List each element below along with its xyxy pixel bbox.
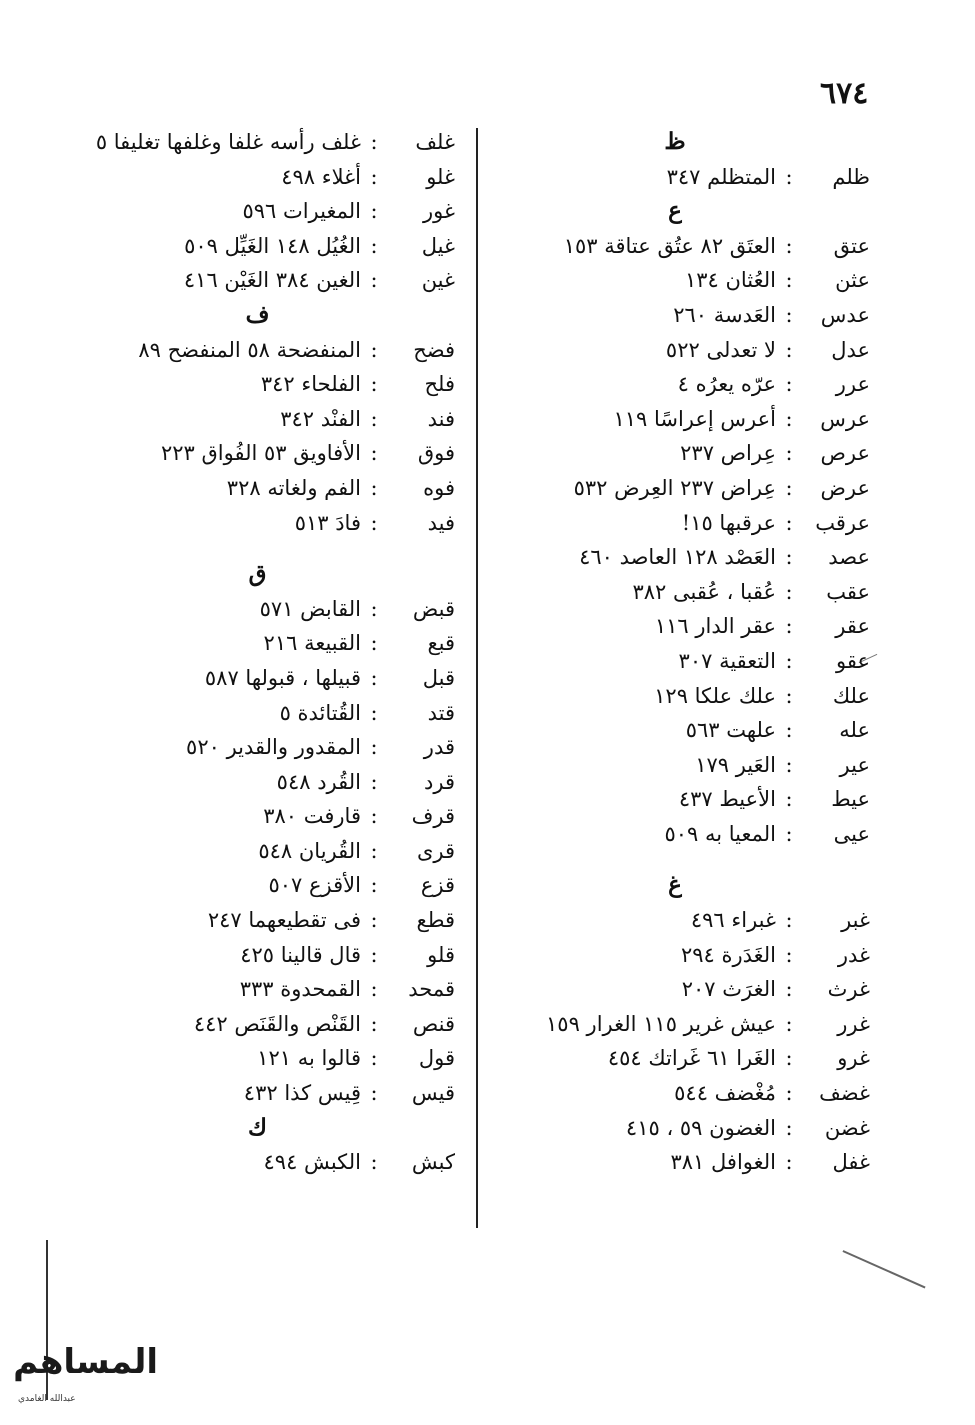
entry-root: قيس	[411, 1081, 455, 1106]
index-entry	[480, 506, 870, 541]
entry-text: القبيعة ٢١٦	[263, 631, 361, 656]
index-entry	[60, 661, 455, 696]
index-entry	[60, 730, 455, 765]
index-entry	[480, 298, 870, 333]
letter-heading: ظ	[664, 128, 686, 155]
entry-root: غيل	[421, 233, 455, 258]
entry-separator: :	[785, 1011, 793, 1036]
letter-heading: ع	[668, 197, 682, 225]
index-entry	[480, 1111, 870, 1146]
entry-text: غلف رأسه غلفا وغلفها تغليفا ٥	[95, 130, 361, 154]
index-entry	[480, 540, 870, 575]
entry-root: غفل	[832, 1150, 870, 1175]
entry-root: قلو	[427, 942, 455, 967]
entry-text: لا تعدلى ٥٢٢	[665, 337, 776, 362]
entry-root: غدر	[837, 942, 870, 967]
entry-root: فيد	[427, 510, 455, 535]
index-entry	[480, 160, 870, 195]
entry-text: المنفضحة ٥٨ المنفضح ٨٩	[138, 337, 361, 362]
entry-root: قنص	[412, 1011, 455, 1036]
index-entry	[480, 748, 870, 783]
entry-separator: :	[370, 1081, 378, 1106]
entry-text: غبراء ٤٩٦	[690, 908, 776, 933]
entry-text: عرقبها ١٥!	[681, 510, 776, 535]
entry-separator: :	[785, 545, 793, 570]
entry-separator: :	[785, 683, 793, 708]
entry-text: العَير ١٧٩	[695, 752, 776, 777]
index-entry	[480, 817, 870, 852]
index-entry	[480, 263, 870, 298]
entry-text: المغيرات ٥٩٦	[242, 199, 361, 224]
entry-separator: :	[370, 735, 378, 760]
entry-root: غرو	[837, 1046, 870, 1071]
entry-text: قال قالينا ٤٢٥	[240, 942, 361, 967]
entry-separator: :	[785, 337, 793, 362]
entry-text: أعرس إعراسًا ١١٩	[613, 406, 776, 431]
entry-root: قدر	[423, 735, 455, 760]
entry-separator: :	[785, 406, 793, 431]
entry-root: عير	[839, 752, 870, 777]
index-entry	[480, 903, 870, 938]
entry-separator: :	[785, 579, 793, 604]
index-entry	[60, 1145, 455, 1180]
entry-separator: :	[785, 1081, 793, 1106]
index-entry	[60, 972, 455, 1007]
entry-root: قزع	[420, 873, 455, 898]
index-entry	[480, 938, 870, 973]
entry-separator: :	[785, 475, 793, 500]
entry-separator: :	[370, 164, 378, 189]
entry-separator: :	[785, 1115, 793, 1140]
index-entry	[60, 1076, 455, 1111]
entry-text: علهت ٥٦٣	[685, 718, 776, 743]
entry-text: الأقزع ٥٠٧	[268, 873, 361, 898]
entry-text: الأعيط ٤٣٧	[678, 787, 776, 812]
index-entry	[60, 506, 455, 541]
entry-separator: :	[370, 268, 378, 293]
scan-mark	[843, 1250, 926, 1288]
index-column-right	[480, 125, 870, 1180]
entry-root: فوق	[417, 441, 455, 466]
entry-text: عرّه يعرُه ٤	[677, 372, 776, 397]
index-entry	[60, 436, 455, 471]
index-entry	[480, 972, 870, 1007]
index-entry	[480, 471, 870, 506]
index-entry	[480, 1145, 870, 1180]
entry-separator: :	[370, 1046, 378, 1071]
entry-separator: :	[370, 233, 378, 258]
entry-root: قرد	[424, 769, 455, 794]
entry-text: فى تقطيعهما ٢٤٧	[207, 908, 361, 933]
entry-text: الغوافل ٣٨١	[670, 1150, 776, 1175]
entry-text: الغُيُل ١٤٨ الغَيِّل ٥٠٩	[184, 233, 361, 258]
entry-separator: :	[785, 648, 793, 673]
entry-root: عرض	[820, 475, 870, 500]
entry-text: القابض ٥٧١	[259, 596, 361, 621]
entry-root: غور	[423, 199, 455, 224]
stamp-sub-text: عبدالله الغامدي	[18, 1394, 76, 1404]
entry-separator: :	[785, 718, 793, 743]
entry-text: القُرد ٥٤٨	[276, 769, 361, 794]
entry-root: عقب	[826, 579, 870, 604]
index-entry	[480, 1076, 870, 1111]
entry-root: عرص	[820, 441, 870, 466]
index-entry	[60, 1041, 455, 1076]
index-entry	[60, 367, 455, 402]
entry-separator: :	[785, 268, 793, 293]
index-entry	[60, 1007, 455, 1042]
entry-text: القُريان ٥٤٨	[258, 838, 361, 863]
entry-separator: :	[785, 752, 793, 777]
index-entry	[480, 609, 870, 644]
entry-root: فند	[427, 406, 455, 431]
entry-root: فضح	[413, 337, 455, 362]
column-divider	[476, 128, 478, 1228]
entry-root: عيط	[831, 787, 870, 812]
index-entry	[60, 125, 455, 160]
entry-root: قبل	[422, 665, 455, 690]
entry-text: عقر الدار ١١٦	[654, 614, 776, 639]
entry-text: الأفاويق ٥٣ الفُواق ٢٢٣	[160, 441, 361, 466]
entry-separator: :	[785, 787, 793, 812]
entry-text: القمحدوة ٣٣٣	[239, 977, 361, 1002]
index-entry	[60, 471, 455, 506]
index-entry	[480, 229, 870, 264]
index-entry	[480, 713, 870, 748]
entry-separator: :	[370, 631, 378, 656]
entry-root: عرقب	[815, 510, 870, 535]
entry-text: عُقبا ، عُقبى ٣٨٢	[632, 579, 776, 604]
entry-separator: :	[785, 821, 793, 846]
entry-text: الغَرا ٦١ غَراتك ٤٥٤	[607, 1046, 776, 1071]
index-entry	[480, 1041, 870, 1076]
entry-separator: :	[785, 372, 793, 397]
entry-root: قتد	[427, 700, 455, 725]
entry-separator: :	[785, 1150, 793, 1175]
page-number: ٦٧٤	[820, 76, 869, 111]
letter-heading: غ	[668, 871, 682, 899]
entry-text: الفم ولغاته ٣٢٨	[226, 475, 361, 500]
entry-text: التعقية ٣٠٧	[678, 648, 776, 673]
entry-text: القَنْص والقَنَص ٤٤٢	[193, 1011, 361, 1036]
entry-text: العتَق ٨٢ عتُق عتاقة ١٥٣	[563, 233, 776, 258]
section-gap	[480, 851, 870, 868]
entry-root: غبر	[841, 908, 870, 933]
index-entry	[60, 160, 455, 195]
index-entry	[60, 263, 455, 298]
index-entry	[60, 834, 455, 869]
entry-separator: :	[785, 510, 793, 535]
entry-separator: :	[370, 406, 378, 431]
entry-root: عدل	[831, 337, 870, 362]
entry-root: غضن	[824, 1115, 870, 1140]
entry-root: علك	[832, 683, 870, 708]
entry-text: المتظلم ٣٤٧	[666, 164, 776, 189]
index-entry	[60, 799, 455, 834]
entry-text: الكبش ٤٩٤	[263, 1150, 361, 1175]
entry-separator: :	[370, 769, 378, 794]
entry-root: عثن	[835, 268, 870, 293]
entry-separator: :	[370, 942, 378, 967]
index-entry	[480, 333, 870, 368]
index-entry	[60, 194, 455, 229]
entry-root: قبع	[427, 631, 455, 656]
entry-root: عيى	[833, 821, 870, 846]
entry-root: غلو	[426, 164, 455, 189]
entry-separator: :	[370, 1150, 378, 1175]
entry-root: عتق	[833, 233, 870, 258]
entry-text: العَصْد ١٢٨ العاصد ٤٦٠	[579, 545, 776, 570]
entry-text: الفنْد ٣٤٢	[280, 406, 361, 431]
entry-separator: :	[370, 199, 378, 224]
entry-separator: :	[370, 475, 378, 500]
index-entry	[480, 575, 870, 610]
entry-separator: :	[785, 233, 793, 258]
entry-separator: :	[785, 908, 793, 933]
entry-text: المعيا به ٥٠٩	[664, 821, 776, 846]
entry-text: قبيلها ، قبولها ٥٨٧	[204, 665, 361, 690]
entry-root: عله	[839, 718, 870, 743]
index-entry	[480, 402, 870, 437]
entry-text: فادَ ٥١٣	[294, 510, 361, 535]
index-column-left	[60, 125, 455, 1180]
entry-text: قارفت ٣٨٠	[263, 804, 361, 829]
entry-text: علك علكا ١٢٩	[654, 683, 776, 708]
index-entry	[60, 592, 455, 627]
letter-heading: ك	[248, 1113, 267, 1141]
index-entry	[60, 903, 455, 938]
entry-separator: :	[785, 942, 793, 967]
entry-separator: :	[370, 510, 378, 535]
entry-separator: :	[785, 1046, 793, 1071]
entry-separator: :	[370, 130, 378, 154]
index-entry	[480, 644, 870, 679]
entry-root: عقر	[835, 614, 870, 639]
entry-text: أغلاء ٤٩٨	[281, 164, 361, 189]
entry-text: عِراص ٢٣٧	[680, 441, 776, 466]
index-entry	[60, 696, 455, 731]
section-gap	[60, 540, 455, 557]
entry-text: مُغْضف ٥٤٤	[674, 1081, 776, 1106]
entry-text: عِراض ٢٣٧ العِرض ٥٣٢	[573, 475, 776, 500]
entry-separator: :	[370, 665, 378, 690]
entry-root: كبش	[411, 1150, 455, 1175]
entry-root: غين	[421, 268, 455, 293]
stamp-main-text: المساهم	[13, 1342, 158, 1382]
entry-root: قرى	[416, 838, 455, 863]
entry-root: عصد	[828, 545, 870, 570]
entry-separator: :	[370, 977, 378, 1002]
entry-text: قِيس كذا ٤٣٢	[243, 1081, 361, 1106]
entry-text: الغين ٣٨٤ الغَيْن ٤١٦	[183, 268, 361, 293]
index-entry	[480, 782, 870, 817]
entry-separator: :	[370, 838, 378, 863]
entry-root: قطع	[416, 908, 455, 933]
entry-separator: :	[785, 977, 793, 1002]
entry-separator: :	[785, 441, 793, 466]
index-entry	[60, 868, 455, 903]
entry-root: عدس	[820, 302, 870, 327]
entry-text: الفلحاء ٣٤٢	[260, 372, 361, 397]
entry-separator: :	[370, 441, 378, 466]
index-entry	[480, 679, 870, 714]
entry-separator: :	[370, 804, 378, 829]
entry-separator: :	[370, 596, 378, 621]
entry-root: قول	[418, 1046, 455, 1071]
entry-text: القُتائدة ٥	[279, 700, 361, 725]
entry-root: غضف	[819, 1081, 870, 1106]
entry-text: الغرَث ٢٠٧	[681, 977, 776, 1002]
entry-separator: :	[785, 614, 793, 639]
entry-text: عيش غرير ١١٥ الغرار ١٥٩	[546, 1011, 776, 1036]
entry-text: الغضون ٥٩ ، ٤١٥	[625, 1115, 776, 1140]
index-entry	[60, 402, 455, 437]
index-entry	[60, 938, 455, 973]
letter-heading: ق	[248, 560, 267, 588]
index-entry	[60, 229, 455, 264]
entry-root: عرس	[820, 406, 870, 431]
entry-root: غلف	[415, 130, 455, 154]
entry-root: ظلم	[832, 164, 870, 189]
entry-root: قمحد	[408, 977, 455, 1002]
entry-root: غرر	[837, 1011, 870, 1036]
entry-root: فوه	[423, 475, 455, 500]
entry-text: العَدسة ٢٦٠	[673, 302, 776, 327]
index-entry	[60, 765, 455, 800]
entry-separator: :	[370, 700, 378, 725]
entry-root: فلح	[424, 372, 455, 397]
index-entry	[480, 367, 870, 402]
index-entry	[480, 436, 870, 471]
entry-separator: :	[370, 873, 378, 898]
ownership-stamp	[8, 1338, 158, 1408]
entry-separator: :	[370, 1011, 378, 1036]
entry-separator: :	[785, 164, 793, 189]
entry-root: قبض	[412, 596, 455, 621]
entry-root: عرر	[835, 372, 870, 397]
entry-separator: :	[370, 908, 378, 933]
index-entry	[60, 626, 455, 661]
index-entry	[480, 1007, 870, 1042]
entry-root: عقو	[835, 648, 870, 673]
entry-separator: :	[370, 372, 378, 397]
index-entry	[60, 333, 455, 368]
entry-text: الغَدَرة ٢٩٤	[680, 942, 776, 967]
entry-separator: :	[370, 337, 378, 362]
entry-text: المقدور والقدير ٥٢٠	[186, 735, 361, 760]
entry-text: قالوا به ١٢١	[257, 1046, 361, 1071]
entry-text: العُثان ١٣٤	[684, 268, 776, 293]
entry-root: غرث	[827, 977, 870, 1002]
letter-heading: ف	[245, 300, 270, 328]
entry-root: قرف	[411, 804, 455, 829]
entry-separator: :	[785, 302, 793, 327]
